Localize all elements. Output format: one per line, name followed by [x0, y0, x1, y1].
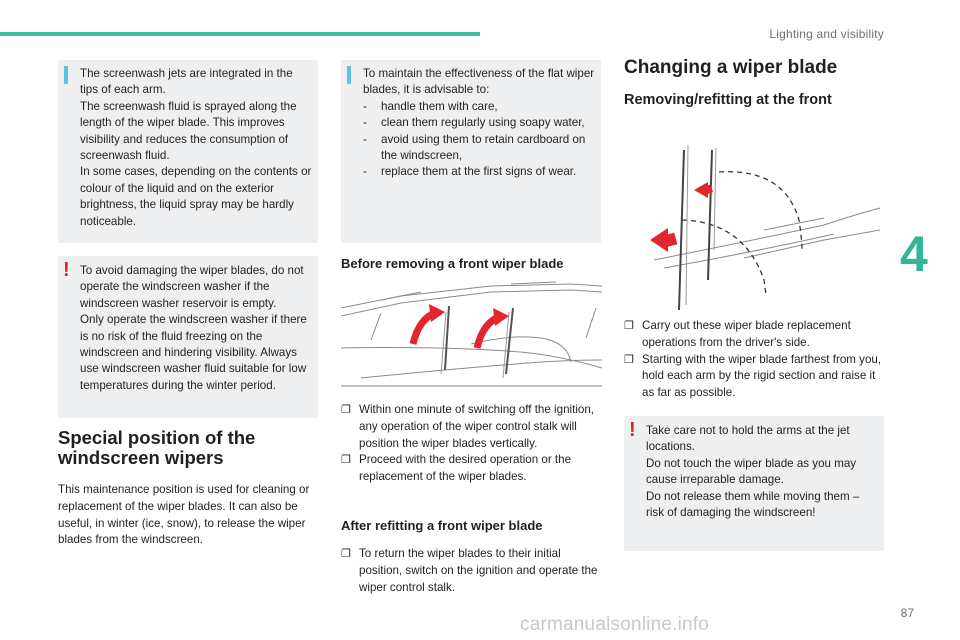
heading-before-removing: Before removing a front wiper blade — [341, 256, 564, 271]
warning-icon: ! — [63, 259, 70, 281]
checkbox-icon: ❐ — [341, 454, 351, 467]
checkbox-icon: ❐ — [341, 404, 351, 416]
top-accent-bar — [0, 32, 480, 36]
heading-after-refitting: After refitting a front wiper blade — [341, 518, 543, 533]
heading-removing-refitting: Removing/refitting at the front — [624, 92, 832, 108]
page-number: 87 — [900, 606, 914, 620]
special-position-body: This maintenance position is used for cleaning or replacement of the wiper blades. It can also be useful, in winter (ice, snow), to release the wiper blades from the windscreen. — [58, 483, 310, 547]
wiper-blade-raise-illustration — [624, 130, 885, 314]
heading-special-position: Special position of the windscreen wipers — [58, 427, 256, 468]
list-item: ❐ Carry out these wiper blade replacement operations from the driver's side. — [624, 319, 851, 349]
checkbox-icon: ❐ — [624, 320, 634, 332]
warning-icon: ! — [629, 419, 636, 441]
info-paragraph: The screenwash jets are integrated in the tips of each arm. — [80, 67, 293, 97]
dash-icon: - — [363, 132, 367, 146]
warning-paragraph: To avoid damaging the wiper blades, do not operate the windscreen washer if the windscreen washer reservoir is empty. — [80, 264, 304, 310]
chapter-number: 4 — [900, 226, 928, 282]
info-marker-icon — [347, 66, 351, 84]
care-list — [363, 99, 595, 181]
list-item: - handle them with care, — [363, 99, 595, 115]
info-box-care — [341, 60, 601, 243]
list-item: ❐ To return the wiper blades to their initial position, switch on the ignition and operate the wiper control stalk. — [341, 547, 598, 594]
dash-icon: - — [363, 116, 367, 130]
info-box-screenwash — [58, 60, 318, 243]
list-item: - replace them at the first signs of wear. — [363, 164, 595, 180]
changing-steps-list — [624, 318, 886, 402]
car-wipers-vertical-illustration — [341, 278, 602, 396]
warning-paragraph: Do not touch the wiper blade as you may cause irreparable damage. — [646, 456, 857, 487]
checkbox-icon: ❐ — [624, 353, 634, 366]
list-item: - avoid using them to retain cardboard on the windscreen, — [363, 132, 586, 163]
warning-box-jets — [624, 416, 884, 551]
list-item: ❐ Starting with the wiper blade farthest from you, hold each arm by the rigid section and raise it as far as possible. — [624, 352, 882, 400]
info-paragraph: In some cases, depending on the contents or colour of the liquid and on the exterior brightness, the liquid spray may be hardly noticeable. — [80, 165, 312, 228]
warning-paragraph: Only operate the windscreen washer if there is no risk of the fluid freezing on the windscreen and hindering visibility. Always use windscreen washer fluid suitable for low temperatures during the winter period. — [80, 313, 307, 392]
warning-paragraph: Do not release them while moving them – risk of damaging the windscreen! — [646, 489, 860, 520]
checkbox-icon: ❐ — [341, 548, 351, 560]
dash-icon: - — [363, 165, 367, 179]
heading-changing-wiper-blade: Changing a wiper blade — [624, 57, 838, 78]
watermark: carmanualsonline.info — [520, 614, 710, 635]
info-marker-icon — [64, 66, 68, 84]
section-title: Lighting and visibility — [769, 27, 884, 41]
after-steps-list — [341, 546, 603, 596]
care-intro: To maintain the effectiveness of the flat wiper blades, it is advisable to: — [363, 67, 595, 97]
list-item: ❐ Within one minute of switching off the ignition, any operation of the wiper control stalk will position the wiper blades vertically. — [341, 403, 595, 450]
info-paragraph: The screenwash fluid is sprayed along the length of the wiper blade. This improves visibility and reduces the consumption of screenwash fluid. — [80, 99, 297, 163]
warning-paragraph: Take care not to hold the arms at the jet locations. — [646, 424, 850, 454]
dash-icon: - — [363, 99, 367, 113]
list-item: - clean them regularly using soapy water, — [363, 115, 595, 131]
before-steps-list — [341, 402, 603, 486]
warning-box-washer — [58, 256, 318, 418]
list-item: ❐ Proceed with the desired operation or the replacement of the wiper blades. — [341, 453, 572, 484]
